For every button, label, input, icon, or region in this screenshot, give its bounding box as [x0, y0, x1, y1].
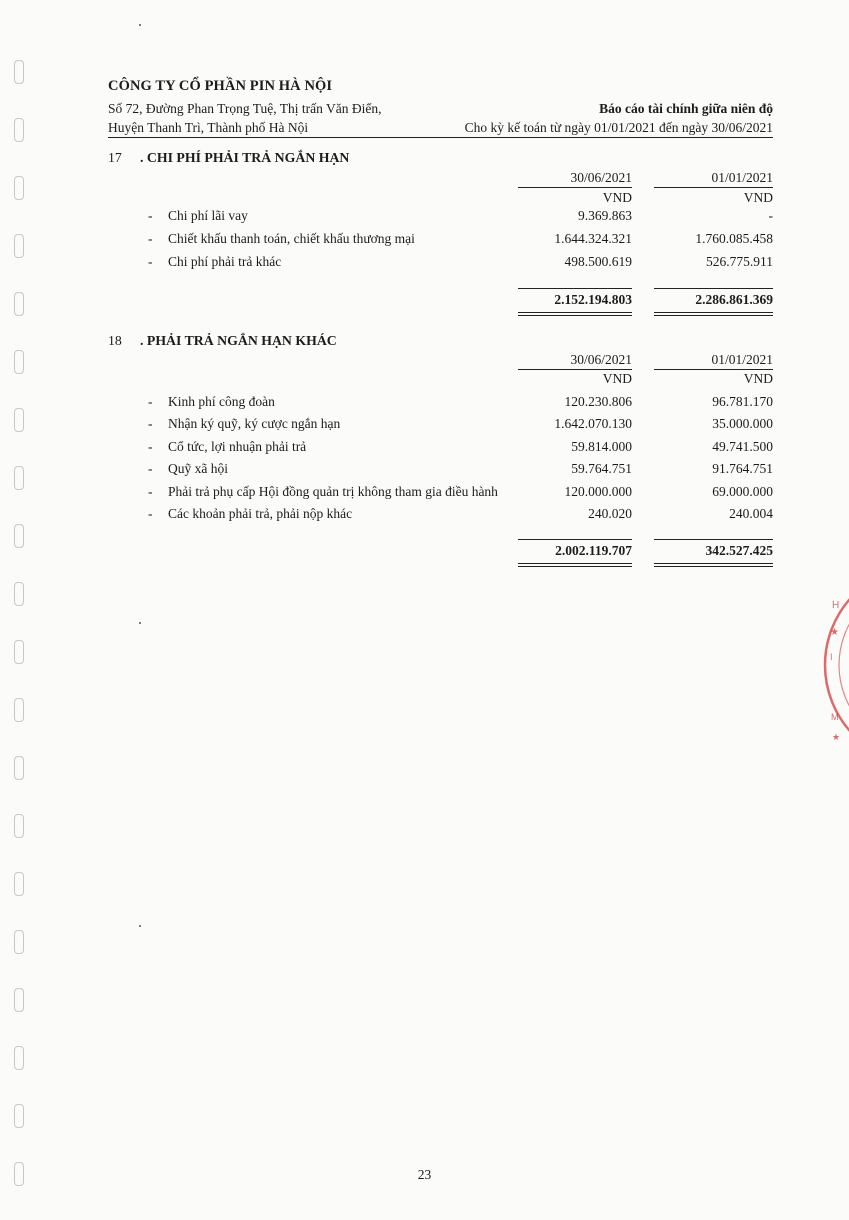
bullet-dash: - [148, 439, 153, 454]
row-label: Cổ tức, lợi nhuận phải trả [168, 439, 307, 454]
section-heading: . CHI PHÍ PHẢI TRẢ NGẮN HẠN [140, 150, 350, 165]
value-current: 498.500.619 [564, 254, 632, 269]
section-number: 17 [108, 150, 122, 165]
total-current [518, 292, 632, 308]
section-heading: . PHẢI TRẢ NGẮN HẠN KHÁC [140, 333, 337, 348]
svg-text:★: ★ [830, 627, 839, 638]
page-number: 23 [417, 1167, 432, 1182]
table-row [108, 439, 773, 459]
section-title [108, 150, 773, 166]
section-title [108, 333, 773, 349]
value-prior: - [768, 208, 773, 223]
total-value: 2.286.861.369 [695, 292, 773, 307]
table-row [108, 506, 773, 526]
column-header-date1: 30/06/2021 [518, 352, 632, 370]
bullet-dash: - [148, 461, 153, 476]
column-header-date1: 30/06/2021 [518, 170, 632, 188]
total-value: 2.002.119.707 [555, 543, 632, 558]
row-label: Các khoản phải trả, phải nộp khác [168, 506, 353, 521]
table-row [108, 484, 773, 504]
bullet-dash: - [148, 254, 153, 269]
company-name: CÔNG TY CỔ PHẦN PIN HÀ NỘI [108, 78, 333, 94]
value-prior: 69.000.000 [712, 484, 773, 499]
column-header-date2: 01/01/2021 [654, 352, 773, 370]
bullet-dash: - [148, 416, 153, 431]
value-prior: 91.764.751 [712, 461, 773, 476]
value-prior: 35.000.000 [712, 416, 773, 431]
document-header [108, 78, 773, 138]
unit-label: VND [743, 190, 773, 205]
value-current: 9.369.863 [578, 208, 632, 223]
bullet-dash: - [148, 394, 153, 409]
bullet-dash: - [148, 506, 153, 521]
column-header-date2: 01/01/2021 [654, 170, 773, 188]
value-prior: 526.775.911 [706, 254, 773, 269]
section-number: 18 [108, 333, 122, 348]
unit-label: VND [602, 190, 632, 205]
company-seal [820, 560, 849, 770]
row-label: Quỹ xã hội [168, 461, 228, 476]
table-row [108, 254, 773, 274]
unit-label: VND [743, 371, 773, 386]
scan-dot [139, 925, 141, 927]
address-line2: Huyện Thanh Trì, Thành phố Hà Nội [108, 120, 309, 135]
table-row [108, 416, 773, 436]
table-row [108, 461, 773, 481]
value-current: 120.000.000 [564, 484, 632, 499]
section-17 [108, 150, 773, 307]
value-current: 1.642.070.130 [554, 416, 632, 431]
total-current [518, 543, 632, 559]
value-current: 59.764.751 [571, 461, 632, 476]
value-prior: 240.004 [729, 506, 773, 521]
row-label: Chi phí lãi vay [168, 208, 248, 223]
scan-dot [139, 622, 141, 624]
binding-holes [14, 60, 26, 1220]
total-prior [654, 543, 773, 559]
row-label: Kinh phí công đoàn [168, 394, 275, 409]
value-prior: 96.781.170 [712, 394, 773, 409]
address-line1: Số 72, Đường Phan Trọng Tuệ, Thị trấn Văn Điển, [108, 101, 382, 116]
section-18 [108, 333, 773, 558]
value-prior: 1.760.085.458 [695, 231, 773, 246]
row-label: Phải trả phụ cấp Hội đồng quản trị không tham gia điều hành [168, 484, 498, 499]
report-title: Báo cáo tài chính giữa niên độ [599, 101, 773, 116]
row-label: Chiết khấu thanh toán, chiết khấu thương mại [168, 231, 415, 246]
report-period: Cho kỳ kế toán từ ngày 01/01/2021 đến ngày 30/06/2021 [464, 120, 773, 135]
row-label: Nhận ký quỹ, ký cược ngắn hạn [168, 416, 341, 431]
total-prior [654, 292, 773, 308]
svg-text:H: H [832, 600, 840, 611]
scan-dot [139, 24, 141, 26]
value-current: 240.020 [588, 506, 632, 521]
table-row [108, 394, 773, 414]
total-value: 342.527.425 [705, 543, 773, 558]
bullet-dash: - [148, 231, 153, 246]
table-row [108, 231, 773, 251]
bullet-dash: - [148, 484, 153, 499]
svg-text:★: ★ [832, 732, 841, 742]
value-current: 1.644.324.321 [554, 231, 632, 246]
value-prior: 49.741.500 [712, 439, 773, 454]
svg-text:I: I [830, 652, 833, 662]
svg-text:M: M [831, 712, 839, 722]
table-row [108, 208, 773, 228]
bullet-dash: - [148, 208, 153, 223]
row-label: Chi phí phải trả khác [168, 254, 282, 269]
value-current: 120.230.806 [564, 394, 632, 409]
value-current: 59.814.000 [571, 439, 632, 454]
unit-label: VND [602, 371, 632, 386]
total-value: 2.152.194.803 [554, 292, 632, 307]
